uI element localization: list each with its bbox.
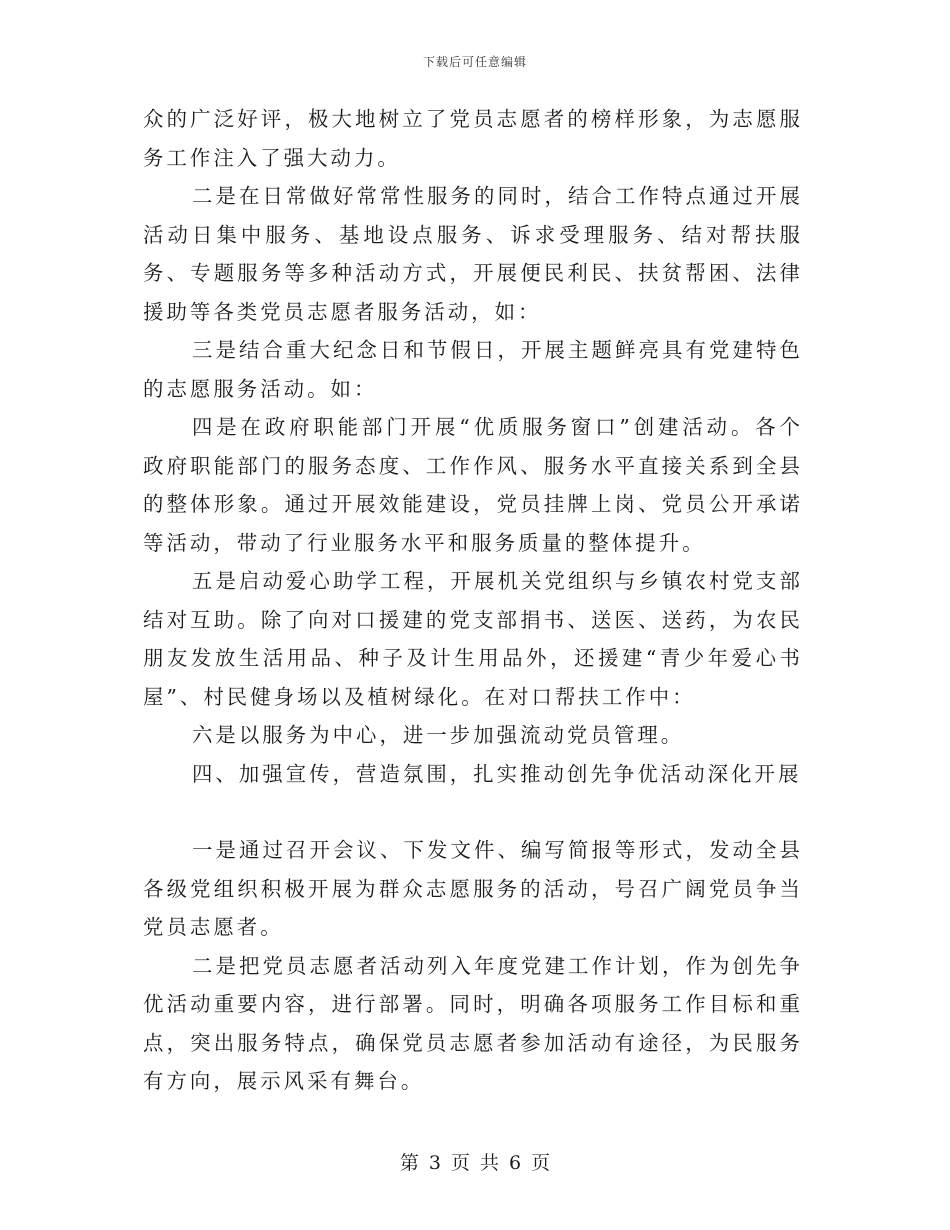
paragraph-item-4: 四是在政府职能部门开展“优质服务窗口”创建活动。各个政府职能部门的服务态度、工作作风、服务水平直接关系到全县的整体形象。通过开展效能建设，党员挂牌上岗、党员公开承诺等活动，带动了行业服务水平和服务质量的整体提升。 <box>143 415 803 555</box>
paragraph-item-6: 六是以服务为中心，进一步加强流动党员管理。 <box>191 723 685 747</box>
paragraph-item-2b: 二是把党员志愿者活动列入年度党建工作计划，作为创先争优活动重要内容，进行部署。同时，明确各项服务工作目标和重点，突出服务特点，确保党员志愿者参加活动有途径，为民服务有方向，展示风采有舞台。 <box>143 953 803 1093</box>
paragraph-continuation: 众的广泛好评，极大地树立了党员志愿者的榜样形象，为志愿服务工作注入了强大动力。 <box>143 107 803 170</box>
section-heading: 四、加强宣传，营造氛围，扎实推动创先争优活动深化开展 <box>191 761 802 786</box>
page-header-note: 下载后可任意编辑 <box>422 55 527 69</box>
section-gap <box>143 793 803 831</box>
paragraph-item-2: 二是在日常做好常常性服务的同时，结合工作特点通过开展活动日集中服务、基地设点服务、诉求受理服务、结对帮扶服务、专题服务等多种活动方式，开展便民利民、扶贫帮困、法律援助等各类党员志愿者服务活动，如： <box>143 184 803 324</box>
paragraph-item-3: 三是结合重大纪念日和节假日，开展主题鲜亮具有党建特色的志愿服务活动。如： <box>143 338 803 401</box>
paragraph-item-5: 五是启动爱心助学工程，开展机关党组织与乡镇农村党支部结对互助。除了向对口援建的党支部捐书、送医、送药，为农民朋友发放生活用品、种子及计生用品外，还援建“青少年爱心书屋”、村民健身场以及植树绿化。在对口帮扶工作中： <box>143 569 803 709</box>
paragraph-item-1: 一是通过召开会议、下发文件、编写简报等形式，发动全县各级党组织积极开展为群众志愿服务的活动，号召广阔党员争当党员志愿者。 <box>143 838 803 939</box>
document-body <box>143 100 803 1101</box>
page-number: 第 3 页 共 6 页 <box>399 1152 551 1174</box>
